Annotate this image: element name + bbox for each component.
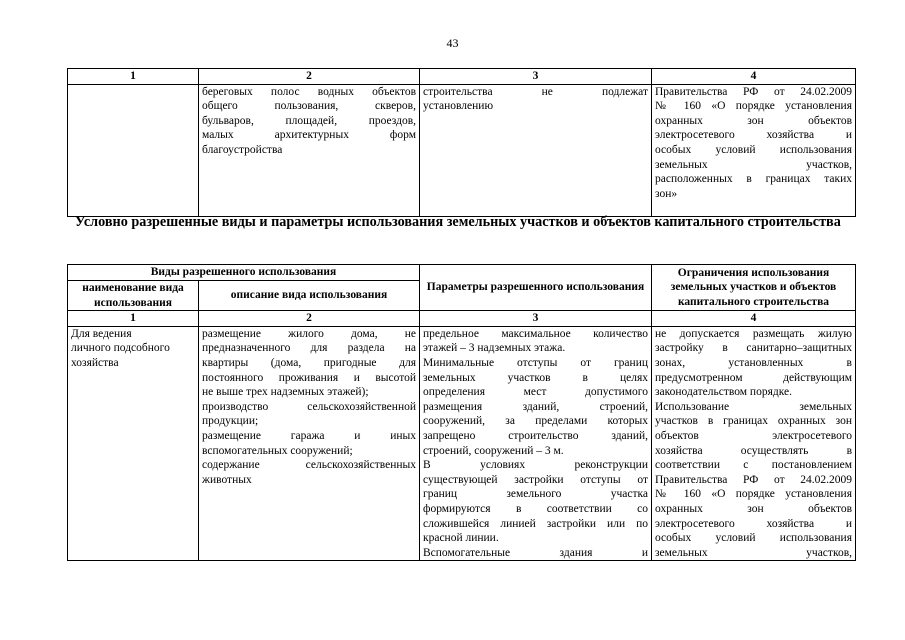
col-number-2: 2 xyxy=(199,311,420,327)
text-line: сооружений, за пределами которых xyxy=(423,415,648,428)
cell-use-description xyxy=(199,326,420,561)
text-line: предельное максимальное количество xyxy=(423,327,648,340)
text-line: особых условий использования xyxy=(655,532,852,545)
text-line: земельных участков, xyxy=(655,158,852,171)
text-line: зон» xyxy=(655,187,678,200)
col-number-2: 2 xyxy=(199,69,420,85)
text-line: охранных зон объектов xyxy=(655,502,852,515)
text-line: этажей – 3 надземных этажа. xyxy=(423,342,566,355)
cell-restrictions xyxy=(652,84,856,216)
col-number-3: 3 xyxy=(420,69,652,85)
text-line: установлению xyxy=(423,100,494,113)
header-restrictions: Ограничения использования земельных участков и объектов капитального строительства xyxy=(652,265,856,311)
text-line: производство сельскохозяйственной xyxy=(202,400,416,413)
text-line: Использование земельных xyxy=(655,400,852,413)
text-line: Правительства РФ от 24.02.2009 xyxy=(655,85,852,98)
col-number-3: 3 xyxy=(420,311,652,327)
text-line: электросетевого хозяйства и xyxy=(655,517,852,530)
text-line: квартиры (дома, пригодные для xyxy=(202,356,416,369)
text-line: предназначенного для раздела на xyxy=(202,342,416,355)
text-line: объектов электросетевого xyxy=(655,429,852,442)
header-parameters: Параметры разрешенного использования xyxy=(420,265,652,311)
conditional-uses-table xyxy=(67,264,856,561)
text-line: определения мест допустимого xyxy=(423,386,648,399)
cell-parameters xyxy=(420,326,652,561)
col-number-1: 1 xyxy=(68,69,199,85)
text-line: общего пользования, скверов, xyxy=(202,100,416,113)
text-line: Вспомогательные здания и xyxy=(423,546,648,559)
col-number-1: 1 xyxy=(68,311,199,327)
header-group-uses: Виды разрешенного использования xyxy=(68,265,420,281)
text-line: личного подсобного xyxy=(71,342,170,355)
text-line: береговых полос водных объектов xyxy=(202,85,416,98)
text-line: Минимальные отступы от границ xyxy=(423,356,648,369)
text-line: хозяйства xyxy=(71,356,119,369)
text-line: земельных участков в целях xyxy=(423,371,648,384)
cell-description xyxy=(199,84,420,216)
text-line: Для ведения xyxy=(71,327,132,340)
cell-parameters xyxy=(420,84,652,216)
text-line: сложившейся линией застройки или по xyxy=(423,517,648,530)
text-line: соответствии с постановлением xyxy=(655,459,852,472)
text-line: размещение гаража и иных xyxy=(202,429,416,442)
text-line: хозяйства осуществлять в xyxy=(655,444,852,457)
section-title: Условно разрешенные виды и параметры использования земельных участков и объектов капитального строительства xyxy=(75,214,841,230)
header-use-name: наименование вида использования xyxy=(68,281,199,311)
text-line: особых условий использования xyxy=(655,143,852,156)
text-line: зонах, установленных в xyxy=(655,356,852,369)
text-line: электросетевого хозяйства и xyxy=(655,129,852,142)
text-line: Правительства РФ от 24.02.2009 xyxy=(655,473,852,486)
cell-restrictions xyxy=(652,326,856,561)
text-line: вспомогательных сооружений; xyxy=(202,444,353,457)
header-row-1 xyxy=(68,265,856,281)
table-row xyxy=(68,84,856,216)
text-line: В условиях реконструкции xyxy=(423,459,648,472)
column-number-row xyxy=(68,69,856,85)
text-line: границ земельного участка xyxy=(423,488,648,501)
text-line: формируются в соответствии со xyxy=(423,502,648,515)
text-line: строительства не подлежат xyxy=(423,85,648,98)
text-line: не допускается размещать жилую xyxy=(655,327,852,340)
text-line: животных xyxy=(202,473,252,486)
text-line: предусмотренном действующим xyxy=(655,371,852,384)
text-line: размещения зданий, строений, xyxy=(423,400,648,413)
text-line: малых архитектурных форм xyxy=(202,129,416,142)
cell-use-name xyxy=(68,326,199,561)
text-line: постоянного проживания и высотой xyxy=(202,371,416,384)
column-number-row xyxy=(68,311,856,327)
text-line: бульваров, площадей, проездов, xyxy=(202,114,416,127)
text-line: участков в границах охранных зон xyxy=(655,415,852,428)
continuation-table xyxy=(67,68,856,217)
text-line: земельных участков, xyxy=(655,546,852,559)
text-line: размещение жилого дома, не xyxy=(202,327,416,340)
text-line: законодательством порядке. xyxy=(655,386,792,399)
text-line: № 160 «О порядке установления xyxy=(655,100,852,113)
text-line: существующей застройки отступы от xyxy=(423,473,648,486)
col-number-4: 4 xyxy=(652,69,856,85)
text-line: охранных зон объектов xyxy=(655,114,852,127)
text-line: застройку в санитарно–защитных xyxy=(655,342,852,355)
table-row xyxy=(68,326,856,561)
text-line: строений, сооружений – 3 м. xyxy=(423,444,564,457)
text-line: благоустройства xyxy=(202,143,283,156)
text-line: расположенных в границах таких xyxy=(655,173,852,186)
header-use-description: описание вида использования xyxy=(199,281,420,311)
text-line: красной линии. xyxy=(423,532,499,545)
text-line: не выше трех надземных этажей); xyxy=(202,386,369,399)
cell-name xyxy=(68,84,199,216)
text-line: запрещено строительство зданий, xyxy=(423,429,648,442)
page-number: 43 xyxy=(446,36,459,50)
text-line: № 160 «О порядке установления xyxy=(655,488,852,501)
text-line: содержание сельскохозяйственных xyxy=(202,459,416,472)
text-line: продукции; xyxy=(202,415,259,428)
col-number-4: 4 xyxy=(652,311,856,327)
